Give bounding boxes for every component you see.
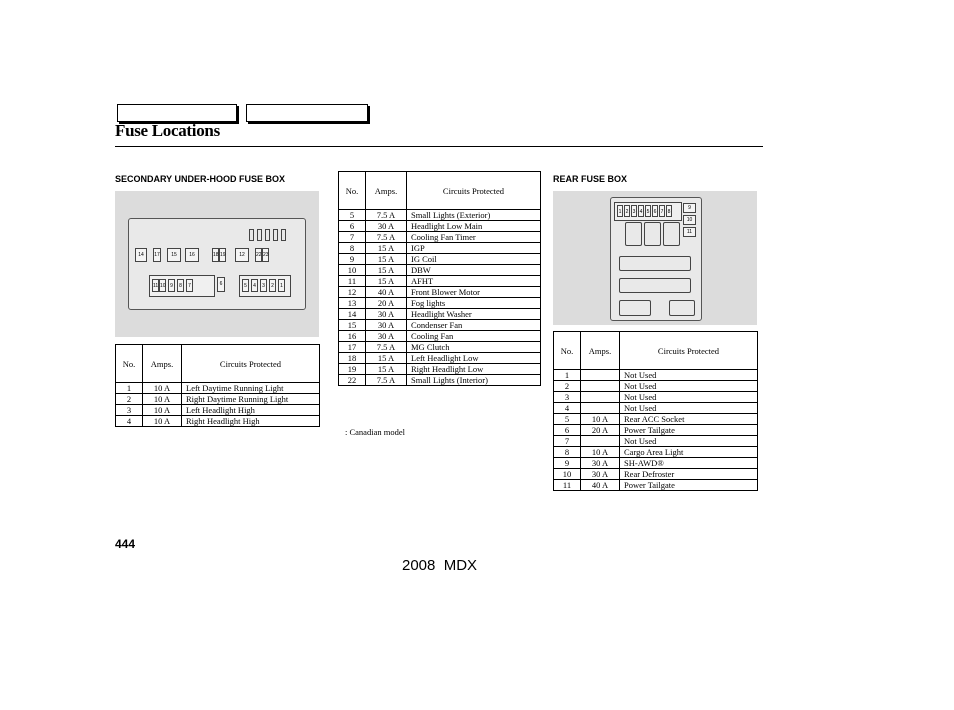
fuse-amps: 40 A bbox=[366, 287, 407, 298]
fuse-circuit: IG Coil bbox=[407, 254, 541, 265]
table-row bbox=[339, 320, 541, 331]
fuse-circuit: Front Blower Motor bbox=[407, 287, 541, 298]
connector-3 bbox=[619, 300, 651, 316]
rear-fuse-box-diagram bbox=[553, 191, 757, 325]
table-row bbox=[339, 353, 541, 364]
page-number: 444 bbox=[115, 537, 136, 551]
fuse-9: 9 bbox=[683, 203, 696, 213]
fuse-no: 13 bbox=[339, 298, 366, 309]
fuse-no: 19 bbox=[339, 364, 366, 375]
fuse-amps: 20 A bbox=[581, 425, 620, 436]
col-header-no: No. bbox=[554, 332, 581, 370]
fuse-amps: 15 A bbox=[366, 276, 407, 287]
fuse-amps: 30 A bbox=[366, 320, 407, 331]
secondary-fuse-box-label: SECONDARY UNDER-HOOD FUSE BOX bbox=[115, 174, 286, 184]
fuse-3: 3 bbox=[631, 205, 637, 217]
fuse-10: 10 bbox=[683, 215, 696, 225]
fuse-no: 4 bbox=[116, 416, 143, 427]
fuse-amps: 7.5 A bbox=[366, 232, 407, 243]
col-header-amps: Amps. bbox=[366, 172, 407, 210]
fuse-6: 6 bbox=[217, 277, 225, 292]
fuse-amps: 10 A bbox=[581, 414, 620, 425]
fuse-circuit: IGP bbox=[407, 243, 541, 254]
table-row bbox=[339, 232, 541, 243]
nav-tab-1[interactable] bbox=[117, 104, 237, 122]
rear-fuse-box-label: REAR FUSE BOX bbox=[553, 174, 628, 184]
fuse-circuit: Not Used bbox=[620, 392, 758, 403]
table-row bbox=[116, 394, 320, 405]
col-header-circuits: Circuits Protected bbox=[620, 332, 758, 370]
table-row bbox=[554, 480, 758, 491]
title-rule bbox=[115, 146, 763, 147]
fuse-no: 5 bbox=[554, 414, 581, 425]
fuse-circuit: AFHT bbox=[407, 276, 541, 287]
table-row bbox=[554, 381, 758, 392]
rear-fuse-row bbox=[614, 202, 682, 221]
fuse-circuit: Not Used bbox=[620, 436, 758, 447]
fuse-no: 6 bbox=[339, 221, 366, 232]
table-row bbox=[116, 416, 320, 427]
fuse-no: 2 bbox=[554, 381, 581, 392]
fuse-circuit: Small Lights (Interior) bbox=[407, 375, 541, 386]
table-row bbox=[339, 210, 541, 221]
fuse-amps bbox=[581, 370, 620, 381]
rear-fuse-table bbox=[553, 331, 758, 491]
fuse-amps: 15 A bbox=[366, 364, 407, 375]
fuse-4: 4 bbox=[251, 279, 258, 292]
table-row bbox=[116, 405, 320, 416]
fuse-12: 12 bbox=[235, 248, 249, 262]
fuse-amps: 15 A bbox=[366, 353, 407, 364]
fuse-no: 14 bbox=[339, 309, 366, 320]
fuse-no: 3 bbox=[116, 405, 143, 416]
fuse-no: 7 bbox=[554, 436, 581, 447]
fuse-amps: 10 A bbox=[143, 416, 182, 427]
fuse-4: 4 bbox=[638, 205, 644, 217]
secondary-fuse-box-diagram bbox=[115, 191, 319, 337]
fuse-7: 7 bbox=[659, 205, 665, 217]
fuse-no: 1 bbox=[116, 383, 143, 394]
table-row bbox=[116, 383, 320, 394]
fuse-circuit: Right Daytime Running Light bbox=[182, 394, 320, 405]
fuse-amps bbox=[581, 403, 620, 414]
fuse-amps: 30 A bbox=[366, 309, 407, 320]
fuse-19: 19 bbox=[219, 248, 226, 262]
fuse-circuit: Left Headlight Low bbox=[407, 353, 541, 364]
fuse-circuit: Fog lights bbox=[407, 298, 541, 309]
secondary-fuse-table bbox=[115, 344, 320, 427]
fuse-circuit: Headlight Washer bbox=[407, 309, 541, 320]
fuse-11: 11 bbox=[683, 227, 696, 237]
fuse-amps: 10 A bbox=[581, 447, 620, 458]
fuse-circuit: Left Daytime Running Light bbox=[182, 383, 320, 394]
fuse-8: 8 bbox=[666, 205, 672, 217]
col-header-amps: Amps. bbox=[143, 345, 182, 383]
table-row bbox=[554, 425, 758, 436]
fuse-circuit: SH-AWD® bbox=[620, 458, 758, 469]
fuse-22: 22 bbox=[255, 248, 262, 262]
fuse-circuit: DBW bbox=[407, 265, 541, 276]
table-row bbox=[339, 254, 541, 265]
fuse-amps: 7.5 A bbox=[366, 375, 407, 386]
fuse-no: 10 bbox=[554, 469, 581, 480]
table-row bbox=[339, 331, 541, 342]
fuse-no: 1 bbox=[554, 370, 581, 381]
fuse-no: 8 bbox=[339, 243, 366, 254]
fuse-14: 14 bbox=[135, 248, 147, 262]
fuse-5: 5 bbox=[645, 205, 651, 217]
fuse-10: 10 bbox=[159, 279, 166, 292]
fuse-18: 18 bbox=[212, 248, 219, 262]
col-header-no: No. bbox=[116, 345, 143, 383]
fuse-8: 8 bbox=[177, 279, 184, 292]
fuse-amps: 30 A bbox=[366, 331, 407, 342]
fuse-amps: 10 A bbox=[143, 394, 182, 405]
fuse-16: 16 bbox=[185, 248, 199, 262]
fuse-amps: 30 A bbox=[581, 458, 620, 469]
fuse-block-right bbox=[239, 275, 291, 297]
fuse-1: 1 bbox=[278, 279, 285, 292]
table-row bbox=[339, 375, 541, 386]
fuse-no: 7 bbox=[339, 232, 366, 243]
fuse-no: 4 bbox=[554, 403, 581, 414]
fuse-amps: 15 A bbox=[366, 254, 407, 265]
table-row bbox=[339, 276, 541, 287]
table-row bbox=[554, 447, 758, 458]
fuse-no: 22 bbox=[339, 375, 366, 386]
fuse-no: 10 bbox=[339, 265, 366, 276]
fuse-amps bbox=[581, 436, 620, 447]
fuse-circuit: Rear ACC Socket bbox=[620, 414, 758, 425]
fuse-amps: 10 A bbox=[143, 383, 182, 394]
fuse-7: 7 bbox=[186, 279, 193, 292]
fuse-block-left bbox=[149, 275, 215, 297]
col-header-amps: Amps. bbox=[581, 332, 620, 370]
fuse-no: 11 bbox=[339, 276, 366, 287]
fuse-amps: 7.5 A bbox=[366, 210, 407, 221]
fuse-no: 9 bbox=[339, 254, 366, 265]
fuse-no: 11 bbox=[554, 480, 581, 491]
fuse-amps bbox=[581, 392, 620, 403]
fuse-no: 5 bbox=[339, 210, 366, 221]
fuse-no: 8 bbox=[554, 447, 581, 458]
fuse-amps: 40 A bbox=[581, 480, 620, 491]
fuse-amps: 20 A bbox=[366, 298, 407, 309]
fuse-no: 2 bbox=[116, 394, 143, 405]
fuse-circuit: Cargo Area Light bbox=[620, 447, 758, 458]
fuse-15: 15 bbox=[167, 248, 181, 262]
fuse-no: 9 bbox=[554, 458, 581, 469]
fuse-2: 2 bbox=[269, 279, 276, 292]
table-row bbox=[554, 414, 758, 425]
canadian-model-note: : Canadian model bbox=[345, 427, 405, 437]
fuse-6: 6 bbox=[652, 205, 658, 217]
relay-2 bbox=[644, 222, 661, 246]
page-title: Fuse Locations bbox=[115, 121, 220, 140]
fuse-amps: 7.5 A bbox=[366, 342, 407, 353]
fuse-circuit: Cooling Fan bbox=[407, 331, 541, 342]
relay-3 bbox=[663, 222, 680, 246]
table-row bbox=[554, 458, 758, 469]
fuse-circuit: Power Tailgate bbox=[620, 425, 758, 436]
fuse-circuit: Small Lights (Exterior) bbox=[407, 210, 541, 221]
fuse-no: 17 bbox=[339, 342, 366, 353]
table-row bbox=[339, 287, 541, 298]
fuse-circuit: Not Used bbox=[620, 381, 758, 392]
fuse-9: 9 bbox=[168, 279, 175, 292]
fuse-no: 6 bbox=[554, 425, 581, 436]
table-row bbox=[339, 309, 541, 320]
fuse-23: 23 bbox=[262, 248, 269, 262]
relay-1 bbox=[625, 222, 642, 246]
col-header-circuits: Circuits Protected bbox=[182, 345, 320, 383]
relay-slots bbox=[249, 229, 287, 239]
table-row bbox=[339, 221, 541, 232]
fuse-amps bbox=[581, 381, 620, 392]
connector-2 bbox=[619, 278, 691, 293]
fuse-circuit: Left Headlight High bbox=[182, 405, 320, 416]
table-row bbox=[554, 370, 758, 381]
fuse-circuit: Not Used bbox=[620, 403, 758, 414]
table-row bbox=[554, 403, 758, 414]
fuse-amps: 15 A bbox=[366, 265, 407, 276]
fuse-5: 5 bbox=[242, 279, 249, 292]
fuse-no: 18 bbox=[339, 353, 366, 364]
fuse-1: 1 bbox=[617, 205, 623, 217]
fuse-amps: 15 A bbox=[366, 243, 407, 254]
fuse-circuit: Not Used bbox=[620, 370, 758, 381]
table-row bbox=[554, 392, 758, 403]
fuse-circuit: Headlight Low Main bbox=[407, 221, 541, 232]
fuse-circuit: Power Tailgate bbox=[620, 480, 758, 491]
fuse-11: 11 bbox=[152, 279, 159, 292]
fuse-circuit: Right Headlight Low bbox=[407, 364, 541, 375]
fuse-circuit: Condenser Fan bbox=[407, 320, 541, 331]
table-row bbox=[339, 342, 541, 353]
table-row bbox=[554, 436, 758, 447]
fuse-no: 12 bbox=[339, 287, 366, 298]
fuse-circuit: Right Headlight High bbox=[182, 416, 320, 427]
fuse-no: 16 bbox=[339, 331, 366, 342]
middle-fuse-table bbox=[338, 171, 541, 386]
table-row bbox=[554, 469, 758, 480]
model-footer: 2008 MDX bbox=[402, 557, 478, 574]
connector-1 bbox=[619, 256, 691, 271]
fuse-circuit: Rear Defroster bbox=[620, 469, 758, 480]
fuse-circuit: MG Clutch bbox=[407, 342, 541, 353]
table-row bbox=[339, 364, 541, 375]
table-row bbox=[339, 243, 541, 254]
fuse-3: 3 bbox=[260, 279, 267, 292]
fuse-no: 3 bbox=[554, 392, 581, 403]
col-header-no: No. bbox=[339, 172, 366, 210]
fuse-17: 17 bbox=[153, 248, 161, 262]
fuse-circuit: Cooling Fan Timer bbox=[407, 232, 541, 243]
rear-fuse-box-body bbox=[610, 197, 702, 321]
connector-4 bbox=[669, 300, 695, 316]
nav-tab-2[interactable] bbox=[246, 104, 368, 122]
fuse-no: 15 bbox=[339, 320, 366, 331]
table-row bbox=[339, 265, 541, 276]
fuse-amps: 30 A bbox=[581, 469, 620, 480]
col-header-circuits: Circuits Protected bbox=[407, 172, 541, 210]
fuse-amps: 10 A bbox=[143, 405, 182, 416]
fuse-amps: 30 A bbox=[366, 221, 407, 232]
secondary-fuse-box-body bbox=[128, 218, 306, 310]
table-row bbox=[339, 298, 541, 309]
fuse-2: 2 bbox=[624, 205, 630, 217]
